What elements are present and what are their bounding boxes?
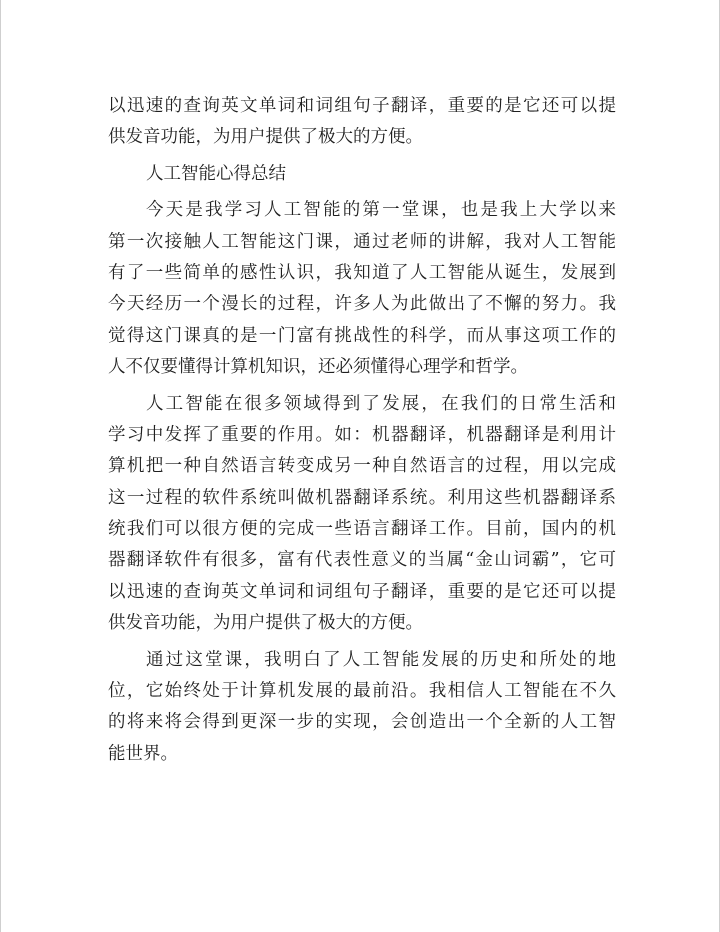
text-line: 的将来将会得到更深一步的实现，会创造出一个全新的人工智 [108, 712, 616, 733]
paragraph-2 [108, 389, 616, 640]
text-line: 今天经历一个漫长的过程，许多人为此做出了不懈的努力。我 [108, 294, 616, 315]
text-line: 供发音功能，为用户提供了极大的方便。 [108, 127, 423, 148]
document-body [108, 91, 616, 770]
text-line: 能世界。 [108, 743, 178, 764]
section-heading: 人工智能心得总结 [146, 163, 286, 184]
text-line: 算机把一种自然语言转变成另一种自然语言的过程，用以完成 [108, 456, 616, 477]
text-line: 第一次接触人工智能这门课，通过老师的讲解，我对人工智能 [108, 231, 616, 252]
text-line: 供发音功能，为用户提供了极大的方便。 [108, 613, 423, 634]
text-line: 以迅速的查询英文单词和词组句子翻译，重要的是它还可以提 [108, 96, 616, 116]
text-line: 以迅速的查询英文单词和词组句子翻译，重要的是它还可以提 [108, 581, 616, 602]
text-line: 统我们可以很方便的完成一些语言翻译工作。目前，国内的机 [108, 519, 616, 540]
text-line: 觉得这门课真的是一门富有挑战性的科学，而从事这项工作的 [108, 325, 616, 346]
paragraph-3 [108, 645, 616, 771]
text-line: 通过这堂课，我明白了人工智能发展的历史和所处的地 [146, 649, 616, 670]
text-line: 今天是我学习人工智能的第一堂课，也是我上大学以来 [146, 200, 616, 221]
intro-paragraph [108, 91, 616, 154]
paragraph-1 [108, 195, 616, 383]
text-line: 位，它始终处于计算机发展的最前沿。我相信人工智能在不久 [108, 681, 616, 702]
text-line: 人不仅要懂得计算机知识，还必须懂得心理学和哲学。 [108, 357, 528, 378]
text-line: 有了一些简单的感性认识，我知道了人工智能从诞生，发展到 [108, 262, 616, 283]
text-line: 学习中发挥了重要的作用。如：机器翻译，机器翻译是利用计 [108, 424, 616, 445]
text-line: 器翻译软件有很多，富有代表性意义的当属“金山词霸”，它可 [108, 550, 616, 571]
text-line: 这一过程的软件系统叫做机器翻译系统。利用这些机器翻译系 [108, 487, 616, 508]
text-line: 人工智能在很多领域得到了发展，在我们的日常生活和 [146, 393, 616, 414]
